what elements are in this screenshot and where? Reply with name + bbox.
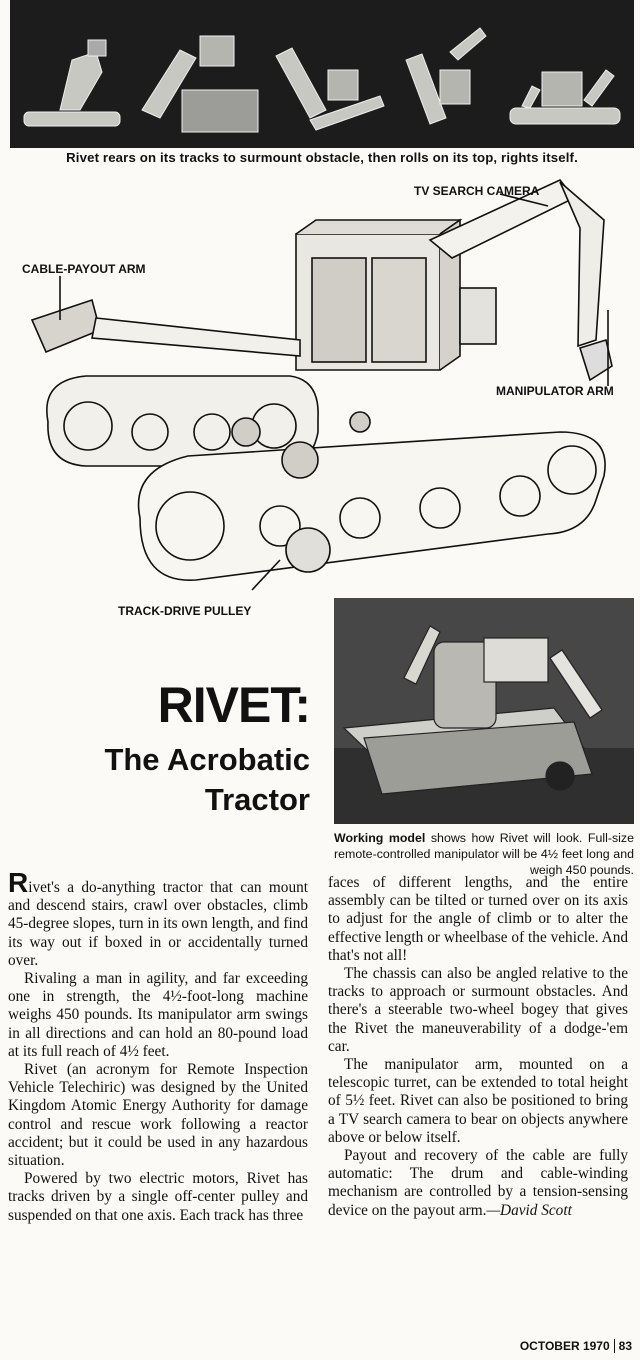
byline: —David Scott bbox=[486, 1201, 572, 1219]
photo-caption-text: shows how Rivet will look. Full-size remote-controlled manipulator will be 4½ feet long and weigh 450 pounds. bbox=[334, 831, 635, 877]
photo-caption-lead: Working model bbox=[334, 831, 426, 845]
body-column-left bbox=[8, 867, 308, 1225]
label-tv-camera: TV SEARCH CAMERA bbox=[414, 184, 540, 198]
model-photo-image bbox=[334, 598, 634, 824]
sequence-photos bbox=[10, 0, 634, 148]
cable-arm-drawing bbox=[32, 300, 300, 356]
body-paragraph-7: The manipulator arm, mounted on a telescopic turret, can be extended to total height of 5½ feet. Rivet can also be positioned to bring a TV search camera to bear on objects anywhere above or below itself. bbox=[328, 1056, 628, 1146]
folio bbox=[520, 1339, 632, 1353]
sequence-caption: Rivet rears on its tracks to surmount obstacle, then rolls on its top, rights itself. bbox=[66, 150, 578, 165]
label-track-pulley: TRACK-DRIVE PULLEY bbox=[118, 604, 252, 618]
body-paragraph-2: Rivaling a man in agility, and far exceeding one in strength, the 4½-foot-long machine weighs 450 pounds. Its manipulator arm swings in all directions and can hold an 80-pound load at its full reach of 4½ feet. bbox=[8, 970, 308, 1060]
body-paragraph-6: The chassis can also be angled relative to the tracks to approach or surmount obstacles. And there's a steerable two-wheel bogey that gives the Rivet the maneuverability of a dodge-'em car. bbox=[328, 965, 628, 1055]
sequence-photo-strip bbox=[10, 0, 634, 148]
body-paragraph-3: Rivet (an acronym for Remote Inspection Vehicle Telechiric) was designed by the United Kingdom Atomic Energy Authority for damage control and rescue work following a reactor accident; but it could be used in any hazardous situation. bbox=[8, 1061, 308, 1170]
body-paragraph-1: Rivet's a do-anything tractor that can mount and descend stairs, crawl over obstacles, climb 45-degree slopes, turn in its own length, and find its way out if boxed in or accidentally turned over. bbox=[8, 867, 308, 969]
front-track bbox=[139, 432, 606, 580]
body-paragraph-8: Payout and recovery of the cable are fully automatic: The drum and cable-winding mechanism are controlled by a tension-sensing device on the payout arm.—David Scott bbox=[328, 1147, 628, 1219]
folio-issue: OCTOBER 1970 bbox=[519, 1339, 610, 1353]
folio-page: 83 bbox=[618, 1339, 632, 1353]
drop-cap: R bbox=[8, 867, 29, 898]
subhead-line-2: Tractor bbox=[204, 782, 310, 817]
body-column-right bbox=[328, 874, 628, 1220]
subhead-line-1: The Acrobatic bbox=[104, 742, 310, 777]
photo-caption bbox=[334, 830, 634, 878]
subhead bbox=[40, 740, 310, 820]
label-manipulator-arm: MANIPULATOR ARM bbox=[496, 384, 614, 398]
label-cable-arm: CABLE-PAYOUT ARM bbox=[22, 262, 146, 276]
folio-separator bbox=[614, 1339, 615, 1353]
body-paragraph-4: Powered by two electric motors, Rivet has tracks driven by a single off-center pulley and suspended on that one axis. Each track has three bbox=[8, 1170, 308, 1224]
body-paragraph-5: faces of different lengths, and the entire assembly can be tilted or turned over on its axis to adjust for the angle of climb or to alter the effective length or wheelbase of the vehicle. And that's not all! bbox=[328, 874, 628, 964]
headline: RIVET: bbox=[157, 677, 310, 733]
working-model-photo bbox=[334, 598, 634, 824]
drive-pulley-drawing bbox=[286, 528, 330, 572]
